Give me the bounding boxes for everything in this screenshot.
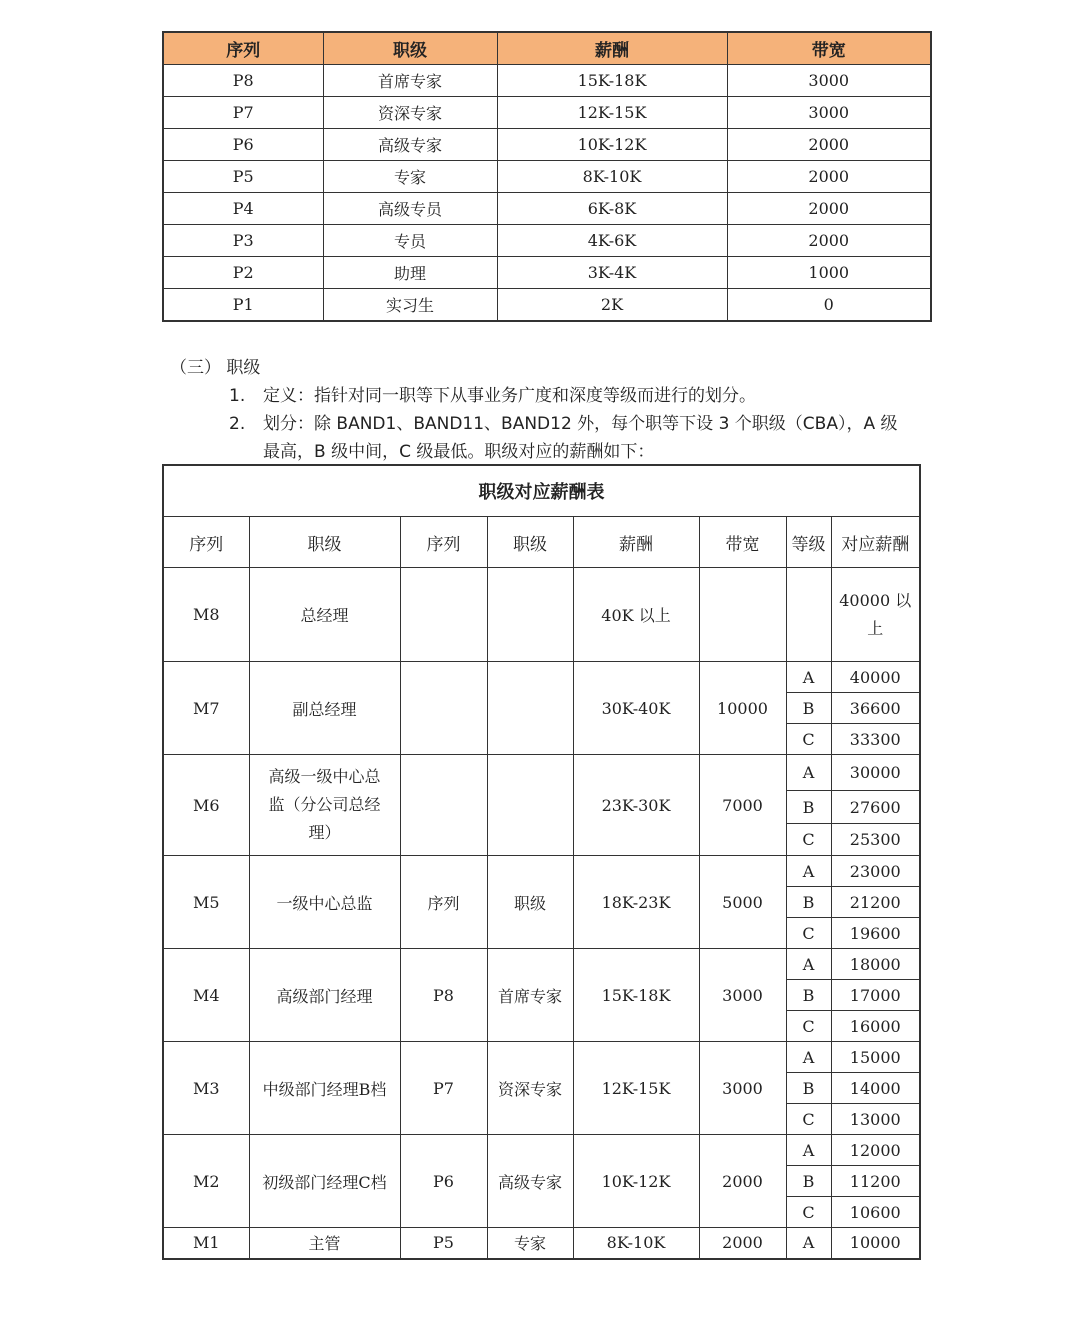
grade-cell: C [786, 918, 831, 949]
table-cell: 5000 [699, 856, 786, 949]
table-cell: M4 [163, 949, 249, 1042]
grade-cell: C [786, 1104, 831, 1135]
amount-cell: 17000 [831, 980, 920, 1011]
table-cell [831, 568, 920, 662]
table-cell: M2 [163, 1135, 249, 1228]
table-cell: P5 [163, 161, 323, 193]
table-cell [249, 755, 400, 856]
table-cell: 首席专家 [487, 949, 573, 1042]
table-header-row [163, 517, 920, 568]
amount-cell: 36600 [831, 693, 920, 724]
table-cell: 18K-23K [573, 856, 699, 949]
list-item [229, 410, 929, 466]
table-cell: 6K-8K [497, 193, 727, 225]
table-cell: P2 [163, 257, 323, 289]
table-cell: 首席专家 [323, 65, 497, 97]
grade-cell: A [786, 856, 831, 887]
table-cell: M8 [163, 568, 249, 662]
table-cell: 助理 [323, 257, 497, 289]
grade-cell: B [786, 980, 831, 1011]
table-cell: 高级专家 [323, 129, 497, 161]
amount-cell: 19600 [831, 918, 920, 949]
header-cell: 对应薪酬 [831, 517, 920, 568]
table-cell: 职级 [487, 856, 573, 949]
grade-cell: B [786, 693, 831, 724]
header-cell: 带宽 [699, 517, 786, 568]
table-row [163, 97, 931, 129]
section-heading: （三） 职级 [170, 358, 261, 378]
table-row [163, 949, 920, 980]
table-cell: M1 [163, 1228, 249, 1259]
pay-table-m [162, 464, 921, 1260]
table-caption: 职级对应薪酬表 [163, 465, 920, 517]
grade-cell: B [786, 887, 831, 918]
table-caption-row [163, 465, 920, 517]
table-cell: 15K-18K [573, 949, 699, 1042]
table-cell: 12K-15K [497, 97, 727, 129]
table-cell [400, 568, 487, 662]
table-cell: 3K-4K [497, 257, 727, 289]
header-cell: 薪酬 [497, 32, 727, 65]
table-cell: 4K-6K [497, 225, 727, 257]
amount-cell: 21200 [831, 887, 920, 918]
table-cell: 3000 [699, 949, 786, 1042]
list-text: 划分：除 BAND1、BAND11、BAND12 外，每个职等下设 3 个职级（CBA），A 级 [263, 414, 898, 434]
table-cell: P8 [400, 949, 487, 1042]
table-row [163, 161, 931, 193]
table-cell: P1 [163, 289, 323, 322]
header-cell: 职级 [323, 32, 497, 65]
amount-cell: 25300 [831, 824, 920, 856]
table-row [163, 662, 920, 693]
table-cell: 7000 [699, 755, 786, 856]
table-cell: 2000 [699, 1135, 786, 1228]
table-cell: 12K-15K [573, 1042, 699, 1135]
header-cell: 带宽 [727, 32, 931, 65]
table-cell: 10K-12K [497, 129, 727, 161]
grade-cell: A [786, 1042, 831, 1073]
table-cell: 40K 以上 [573, 568, 699, 662]
table-cell: 1000 [727, 257, 931, 289]
cell-line: 高级一级中心总 [268, 767, 381, 786]
table-cell: P5 [400, 1228, 487, 1259]
table-cell: 0 [727, 289, 931, 322]
table-cell: 15K-18K [497, 65, 727, 97]
table-cell: M5 [163, 856, 249, 949]
table-cell: P8 [163, 65, 323, 97]
amount-cell: 11200 [831, 1166, 920, 1197]
table-row [163, 1228, 920, 1259]
table-cell: 2000 [727, 225, 931, 257]
header-cell: 薪酬 [573, 517, 699, 568]
list-number: 1. [229, 386, 246, 406]
table-cell: 高级专员 [323, 193, 497, 225]
table-cell [400, 755, 487, 856]
header-cell: 序列 [163, 517, 249, 568]
list-item [229, 381, 756, 406]
grade-cell: C [786, 1197, 831, 1228]
table-cell: 2000 [727, 161, 931, 193]
table-cell: 23K-30K [573, 755, 699, 856]
table-cell: 中级部门经理B档 [249, 1042, 400, 1135]
table-cell: 10K-12K [573, 1135, 699, 1228]
table-header-row [163, 32, 931, 65]
header-cell: 序列 [400, 517, 487, 568]
amount-cell: 15000 [831, 1042, 920, 1073]
table-cell [487, 568, 573, 662]
table-cell: P7 [400, 1042, 487, 1135]
amount-cell: 23000 [831, 856, 920, 887]
table-cell: 2000 [727, 193, 931, 225]
table-row [163, 568, 920, 662]
amount-cell: 27600 [831, 791, 920, 824]
grade-cell: A [786, 1135, 831, 1166]
table-cell: 2K [497, 289, 727, 322]
table-cell: P4 [163, 193, 323, 225]
table-cell: 总经理 [249, 568, 400, 662]
grade-cell: A [786, 662, 831, 693]
grade-cell: C [786, 824, 831, 856]
table-row [163, 65, 931, 97]
amount-cell: 13000 [831, 1104, 920, 1135]
table-row [163, 225, 931, 257]
table-cell: 3000 [727, 97, 931, 129]
grade-cell: B [786, 791, 831, 824]
table-row [163, 755, 920, 791]
table-cell [487, 755, 573, 856]
amount-cell: 18000 [831, 949, 920, 980]
table-cell [487, 662, 573, 755]
table-cell: 专家 [323, 161, 497, 193]
table-row [163, 129, 931, 161]
table-row [163, 856, 920, 887]
table-cell: 初级部门经理C档 [249, 1135, 400, 1228]
cell-line: 理） [308, 823, 341, 842]
cell-line: 40000 以 [839, 590, 912, 610]
table-cell: 实习生 [323, 289, 497, 322]
header-cell: 职级 [487, 517, 573, 568]
amount-cell: 30000 [831, 755, 920, 791]
table-row [163, 1135, 920, 1166]
table-row [163, 193, 931, 225]
table-row [163, 289, 931, 322]
table-cell: M3 [163, 1042, 249, 1135]
table-cell: 8K-10K [497, 161, 727, 193]
amount-cell: 14000 [831, 1073, 920, 1104]
table-cell: P3 [163, 225, 323, 257]
pay-table-p [162, 31, 932, 322]
grade-cell: A [786, 949, 831, 980]
grade-cell: A [786, 755, 831, 791]
table-cell: 8K-10K [573, 1228, 699, 1259]
list-number: 2. [229, 414, 246, 434]
table-cell: 资深专家 [487, 1042, 573, 1135]
grade-cell: B [786, 1166, 831, 1197]
grade-cell: B [786, 1073, 831, 1104]
table-cell: 3000 [699, 1042, 786, 1135]
table-cell: 10000 [699, 662, 786, 755]
table-cell: 副总经理 [249, 662, 400, 755]
table-cell: P6 [163, 129, 323, 161]
table-cell: P7 [163, 97, 323, 129]
header-cell: 序列 [163, 32, 323, 65]
cell-line: 上 [867, 618, 884, 638]
table-cell: 高级部门经理 [249, 949, 400, 1042]
table-cell [699, 568, 786, 662]
amount-cell: 12000 [831, 1135, 920, 1166]
table-cell: M7 [163, 662, 249, 755]
table-cell [400, 662, 487, 755]
table-cell: 2000 [727, 129, 931, 161]
table-cell: 2000 [699, 1228, 786, 1259]
list-text: 定义：指针对同一职等下从事业务广度和深度等级而进行的划分。 [263, 386, 756, 406]
header-cell: 等级 [786, 517, 831, 568]
table-cell: 一级中心总监 [249, 856, 400, 949]
table-cell: 主管 [249, 1228, 400, 1259]
table-cell: 序列 [400, 856, 487, 949]
table-cell: 30K-40K [573, 662, 699, 755]
table-row [163, 1042, 920, 1073]
amount-cell: 40000 [831, 662, 920, 693]
table-cell: 专家 [487, 1228, 573, 1259]
table-cell: 资深专家 [323, 97, 497, 129]
amount-cell: 16000 [831, 1011, 920, 1042]
header-cell: 职级 [249, 517, 400, 568]
list-text-continued: 最高，B 级中间，C 级最低。职级对应的薪酬如下： [263, 442, 655, 462]
table-row [163, 257, 931, 289]
table-cell: 专员 [323, 225, 497, 257]
cell-line: 监（分公司总经 [268, 795, 381, 814]
grade-cell: C [786, 1011, 831, 1042]
amount-cell: 10600 [831, 1197, 920, 1228]
amount-cell: 10000 [831, 1228, 920, 1259]
table-cell [786, 568, 831, 662]
amount-cell: 33300 [831, 724, 920, 755]
table-cell: M6 [163, 755, 249, 856]
grade-cell: A [786, 1228, 831, 1259]
table-cell: 3000 [727, 65, 931, 97]
table-cell: P6 [400, 1135, 487, 1228]
table-cell: 高级专家 [487, 1135, 573, 1228]
grade-cell: C [786, 724, 831, 755]
